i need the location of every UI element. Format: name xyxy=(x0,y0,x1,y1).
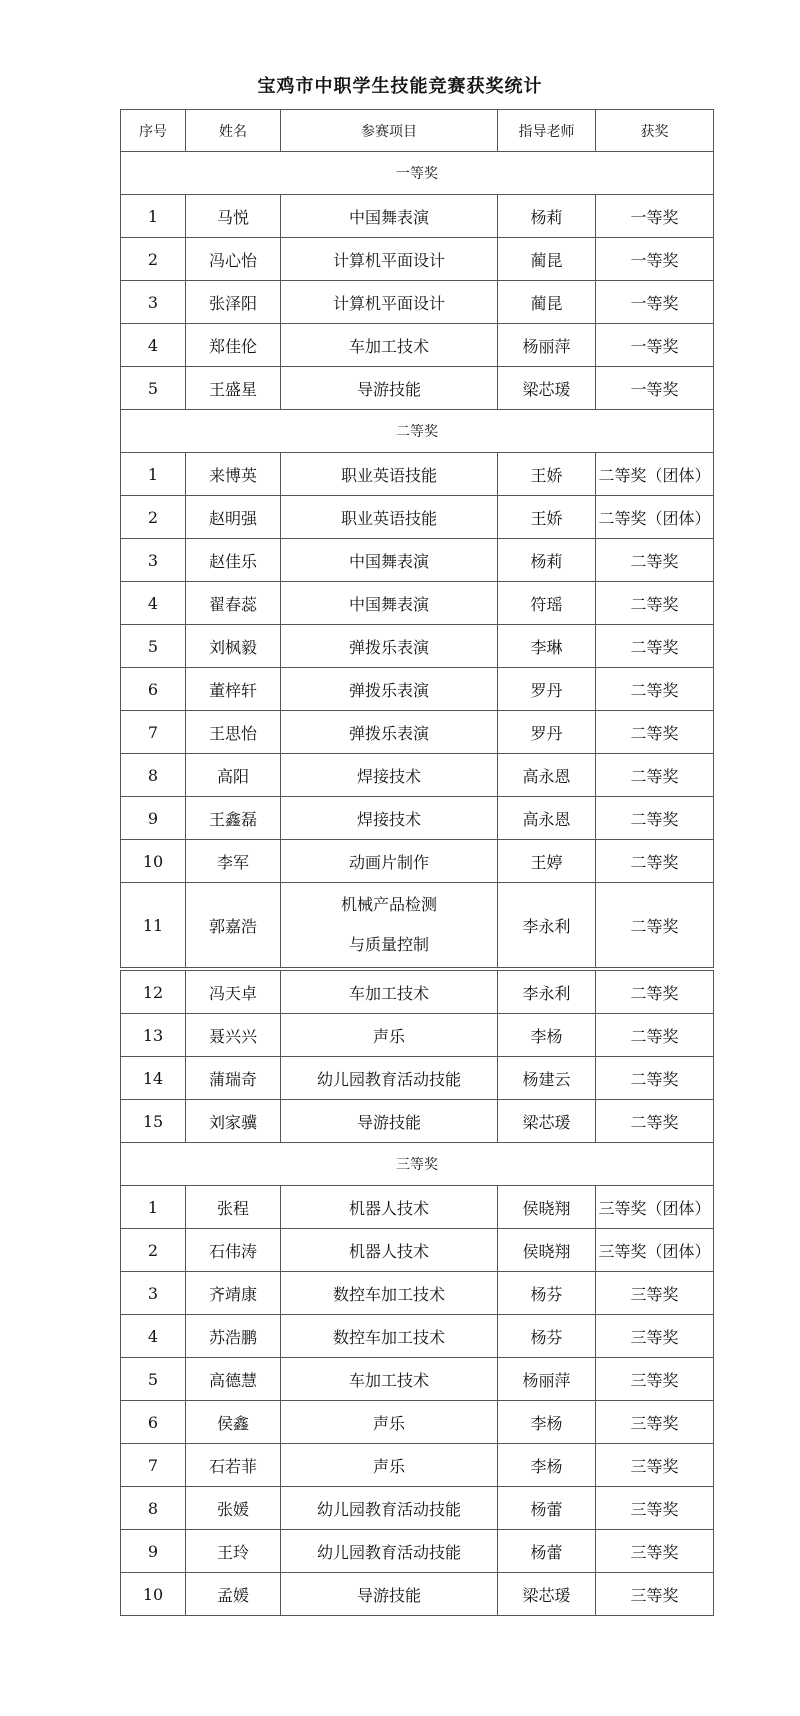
cell-seq: 4 xyxy=(121,1315,186,1358)
cell-teacher: 王娇 xyxy=(498,496,596,539)
cell-teacher: 蔺昆 xyxy=(498,238,596,281)
table-row xyxy=(121,367,714,410)
cell-name: 孟媛 xyxy=(186,1573,281,1616)
cell-project: 数控车加工技术 xyxy=(281,1315,498,1358)
header-award: 获奖 xyxy=(596,110,714,152)
cell-project: 幼儿园教育活动技能 xyxy=(281,1487,498,1530)
cell-award: 二等奖 xyxy=(596,754,714,797)
cell-seq: 8 xyxy=(121,754,186,797)
cell-project: 中国舞表演 xyxy=(281,539,498,582)
cell-project: 导游技能 xyxy=(281,367,498,410)
cell-name: 刘家骥 xyxy=(186,1100,281,1143)
cell-award: 三等奖（团体） xyxy=(596,1186,714,1229)
cell-seq: 5 xyxy=(121,625,186,668)
table-row xyxy=(121,1401,714,1444)
cell-project: 幼儿园教育活动技能 xyxy=(281,1057,498,1100)
cell-award: 三等奖 xyxy=(596,1401,714,1444)
cell-name: 聂兴兴 xyxy=(186,1014,281,1057)
cell-project: 声乐 xyxy=(281,1444,498,1487)
cell-name: 郭嘉浩 xyxy=(186,883,281,968)
cell-teacher: 杨蕾 xyxy=(498,1487,596,1530)
cell-seq: 2 xyxy=(121,238,186,281)
cell-teacher: 侯晓翔 xyxy=(498,1186,596,1229)
table-row xyxy=(121,711,714,754)
cell-teacher: 杨丽萍 xyxy=(498,1358,596,1401)
cell-name: 刘枫毅 xyxy=(186,625,281,668)
table-row xyxy=(121,1229,714,1272)
cell-teacher: 王婷 xyxy=(498,840,596,883)
cell-project: 声乐 xyxy=(281,1014,498,1057)
cell-name: 赵明强 xyxy=(186,496,281,539)
cell-name: 侯鑫 xyxy=(186,1401,281,1444)
cell-teacher: 梁芯瑗 xyxy=(498,1573,596,1616)
table-row xyxy=(121,1057,714,1100)
cell-seq: 14 xyxy=(121,1057,186,1100)
cell-name: 王玲 xyxy=(186,1530,281,1573)
cell-project: 幼儿园教育活动技能 xyxy=(281,1530,498,1573)
cell-project: 计算机平面设计 xyxy=(281,281,498,324)
cell-award: 二等奖 xyxy=(596,971,714,1014)
cell-teacher: 符瑶 xyxy=(498,582,596,625)
cell-teacher: 李永利 xyxy=(498,883,596,968)
table-row xyxy=(121,1014,714,1057)
cell-award: 二等奖 xyxy=(596,711,714,754)
cell-award: 二等奖 xyxy=(596,582,714,625)
table-row xyxy=(121,883,714,968)
cell-teacher: 李杨 xyxy=(498,1014,596,1057)
cell-award: 二等奖 xyxy=(596,1014,714,1057)
table-row xyxy=(121,1573,714,1616)
cell-teacher: 侯晓翔 xyxy=(498,1229,596,1272)
cell-project: 车加工技术 xyxy=(281,1358,498,1401)
cell-award: 一等奖 xyxy=(596,238,714,281)
table-row xyxy=(121,582,714,625)
cell-award: 二等奖（团体） xyxy=(596,453,714,496)
cell-teacher: 罗丹 xyxy=(498,668,596,711)
cell-award: 二等奖 xyxy=(596,1057,714,1100)
table-row xyxy=(121,1100,714,1143)
section-title: 三等奖 xyxy=(121,1143,714,1186)
cell-name: 石若菲 xyxy=(186,1444,281,1487)
cell-teacher: 杨莉 xyxy=(498,539,596,582)
cell-name: 赵佳乐 xyxy=(186,539,281,582)
cell-name: 王盛星 xyxy=(186,367,281,410)
header-seq: 序号 xyxy=(121,110,186,152)
cell-teacher: 梁芯瑗 xyxy=(498,1100,596,1143)
cell-project: 弹拨乐表演 xyxy=(281,668,498,711)
cell-seq: 10 xyxy=(121,840,186,883)
cell-seq: 5 xyxy=(121,367,186,410)
table-row xyxy=(121,539,714,582)
cell-award: 二等奖 xyxy=(596,883,714,968)
section-title: 一等奖 xyxy=(121,152,714,195)
cell-seq: 3 xyxy=(121,1272,186,1315)
cell-seq: 7 xyxy=(121,1444,186,1487)
cell-project: 数控车加工技术 xyxy=(281,1272,498,1315)
table-row xyxy=(121,324,714,367)
cell-award: 二等奖 xyxy=(596,1100,714,1143)
cell-name: 张媛 xyxy=(186,1487,281,1530)
cell-name: 冯天卓 xyxy=(186,971,281,1014)
cell-award: 三等奖 xyxy=(596,1444,714,1487)
cell-teacher: 梁芯瑗 xyxy=(498,367,596,410)
table-row xyxy=(121,453,714,496)
cell-name: 张程 xyxy=(186,1186,281,1229)
cell-project: 导游技能 xyxy=(281,1100,498,1143)
header-teacher: 指导老师 xyxy=(498,110,596,152)
cell-name: 高阳 xyxy=(186,754,281,797)
cell-project: 机器人技术 xyxy=(281,1186,498,1229)
cell-teacher: 杨芬 xyxy=(498,1315,596,1358)
cell-seq: 15 xyxy=(121,1100,186,1143)
table-row xyxy=(121,1444,714,1487)
cell-seq: 3 xyxy=(121,281,186,324)
cell-name: 冯心怡 xyxy=(186,238,281,281)
cell-seq: 11 xyxy=(121,883,186,968)
cell-teacher: 杨建云 xyxy=(498,1057,596,1100)
cell-name: 来博英 xyxy=(186,453,281,496)
cell-award: 三等奖 xyxy=(596,1315,714,1358)
cell-award: 二等奖 xyxy=(596,539,714,582)
cell-award: 三等奖 xyxy=(596,1573,714,1616)
cell-award: 一等奖 xyxy=(596,281,714,324)
cell-seq: 6 xyxy=(121,668,186,711)
cell-name: 董梓轩 xyxy=(186,668,281,711)
cell-award: 二等奖 xyxy=(596,625,714,668)
table-row xyxy=(121,971,714,1014)
table-row xyxy=(121,1272,714,1315)
cell-award: 一等奖 xyxy=(596,324,714,367)
cell-name: 石伟涛 xyxy=(186,1229,281,1272)
cell-project: 职业英语技能 xyxy=(281,453,498,496)
cell-project: 中国舞表演 xyxy=(281,195,498,238)
cell-award: 一等奖 xyxy=(596,195,714,238)
cell-name: 王思怡 xyxy=(186,711,281,754)
cell-project: 动画片制作 xyxy=(281,840,498,883)
cell-name: 蒲瑞奇 xyxy=(186,1057,281,1100)
cell-seq: 1 xyxy=(121,1186,186,1229)
cell-teacher: 杨丽萍 xyxy=(498,324,596,367)
cell-seq: 7 xyxy=(121,711,186,754)
cell-project: 车加工技术 xyxy=(281,324,498,367)
cell-project: 弹拨乐表演 xyxy=(281,711,498,754)
cell-seq: 6 xyxy=(121,1401,186,1444)
cell-seq: 13 xyxy=(121,1014,186,1057)
awards-table xyxy=(120,109,714,1616)
cell-project: 职业英语技能 xyxy=(281,496,498,539)
cell-project: 机器人技术 xyxy=(281,1229,498,1272)
cell-name: 苏浩鹏 xyxy=(186,1315,281,1358)
cell-teacher: 王娇 xyxy=(498,453,596,496)
section-row-second-prize xyxy=(121,410,714,453)
cell-award: 一等奖 xyxy=(596,367,714,410)
cell-seq: 1 xyxy=(121,195,186,238)
cell-teacher: 杨蕾 xyxy=(498,1530,596,1573)
cell-name: 张泽阳 xyxy=(186,281,281,324)
cell-seq: 4 xyxy=(121,324,186,367)
cell-award: 三等奖（团体） xyxy=(596,1229,714,1272)
table-row xyxy=(121,797,714,840)
cell-seq: 3 xyxy=(121,539,186,582)
cell-teacher: 蔺昆 xyxy=(498,281,596,324)
cell-teacher: 李琳 xyxy=(498,625,596,668)
cell-project: 导游技能 xyxy=(281,1573,498,1616)
cell-project: 车加工技术 xyxy=(281,971,498,1014)
cell-project-line-2: 与质量控制 xyxy=(348,935,429,954)
cell-teacher: 李杨 xyxy=(498,1401,596,1444)
table-row xyxy=(121,1186,714,1229)
cell-name: 郑佳伦 xyxy=(186,324,281,367)
table-row xyxy=(121,754,714,797)
cell-name: 李军 xyxy=(186,840,281,883)
cell-award: 三等奖 xyxy=(596,1530,714,1573)
cell-teacher: 高永恩 xyxy=(498,797,596,840)
cell-project xyxy=(281,883,498,968)
cell-teacher: 杨莉 xyxy=(498,195,596,238)
cell-seq: 10 xyxy=(121,1573,186,1616)
cell-seq: 4 xyxy=(121,582,186,625)
cell-award: 二等奖（团体） xyxy=(596,496,714,539)
cell-project: 弹拨乐表演 xyxy=(281,625,498,668)
cell-teacher: 杨芬 xyxy=(498,1272,596,1315)
table-row xyxy=(121,1358,714,1401)
cell-teacher: 李杨 xyxy=(498,1444,596,1487)
header-row xyxy=(121,110,714,152)
cell-name: 齐靖康 xyxy=(186,1272,281,1315)
table-row xyxy=(121,840,714,883)
cell-award: 三等奖 xyxy=(596,1358,714,1401)
table-row xyxy=(121,1315,714,1358)
cell-teacher: 高永恩 xyxy=(498,754,596,797)
cell-teacher: 罗丹 xyxy=(498,711,596,754)
cell-seq: 2 xyxy=(121,1229,186,1272)
table-row xyxy=(121,281,714,324)
header-project: 参赛项目 xyxy=(281,110,498,152)
cell-award: 三等奖 xyxy=(596,1487,714,1530)
cell-name: 马悦 xyxy=(186,195,281,238)
cell-award: 二等奖 xyxy=(596,840,714,883)
section-title: 二等奖 xyxy=(121,410,714,453)
table-row xyxy=(121,1530,714,1573)
table-row xyxy=(121,496,714,539)
cell-name: 高德慧 xyxy=(186,1358,281,1401)
cell-project: 计算机平面设计 xyxy=(281,238,498,281)
cell-name: 翟春蕊 xyxy=(186,582,281,625)
section-row-first-prize xyxy=(121,152,714,195)
table-row xyxy=(121,625,714,668)
cell-project: 声乐 xyxy=(281,1401,498,1444)
cell-seq: 2 xyxy=(121,496,186,539)
cell-award: 二等奖 xyxy=(596,668,714,711)
cell-seq: 5 xyxy=(121,1358,186,1401)
cell-seq: 12 xyxy=(121,971,186,1014)
cell-project: 焊接技术 xyxy=(281,754,498,797)
cell-seq: 9 xyxy=(121,1530,186,1573)
cell-project: 中国舞表演 xyxy=(281,582,498,625)
table-row xyxy=(121,195,714,238)
cell-seq: 1 xyxy=(121,453,186,496)
cell-award: 三等奖 xyxy=(596,1272,714,1315)
header-name: 姓名 xyxy=(186,110,281,152)
document-title: 宝鸡市中职学生技能竞赛获奖统计 xyxy=(257,76,543,97)
table-row xyxy=(121,1487,714,1530)
cell-project-line-1: 机械产品检测 xyxy=(340,895,437,914)
section-row-third-prize xyxy=(121,1143,714,1186)
cell-project: 焊接技术 xyxy=(281,797,498,840)
table-row xyxy=(121,238,714,281)
cell-teacher: 李永利 xyxy=(498,971,596,1014)
table-row xyxy=(121,668,714,711)
cell-seq: 8 xyxy=(121,1487,186,1530)
cell-seq: 9 xyxy=(121,797,186,840)
cell-award: 二等奖 xyxy=(596,797,714,840)
cell-name: 王鑫磊 xyxy=(186,797,281,840)
